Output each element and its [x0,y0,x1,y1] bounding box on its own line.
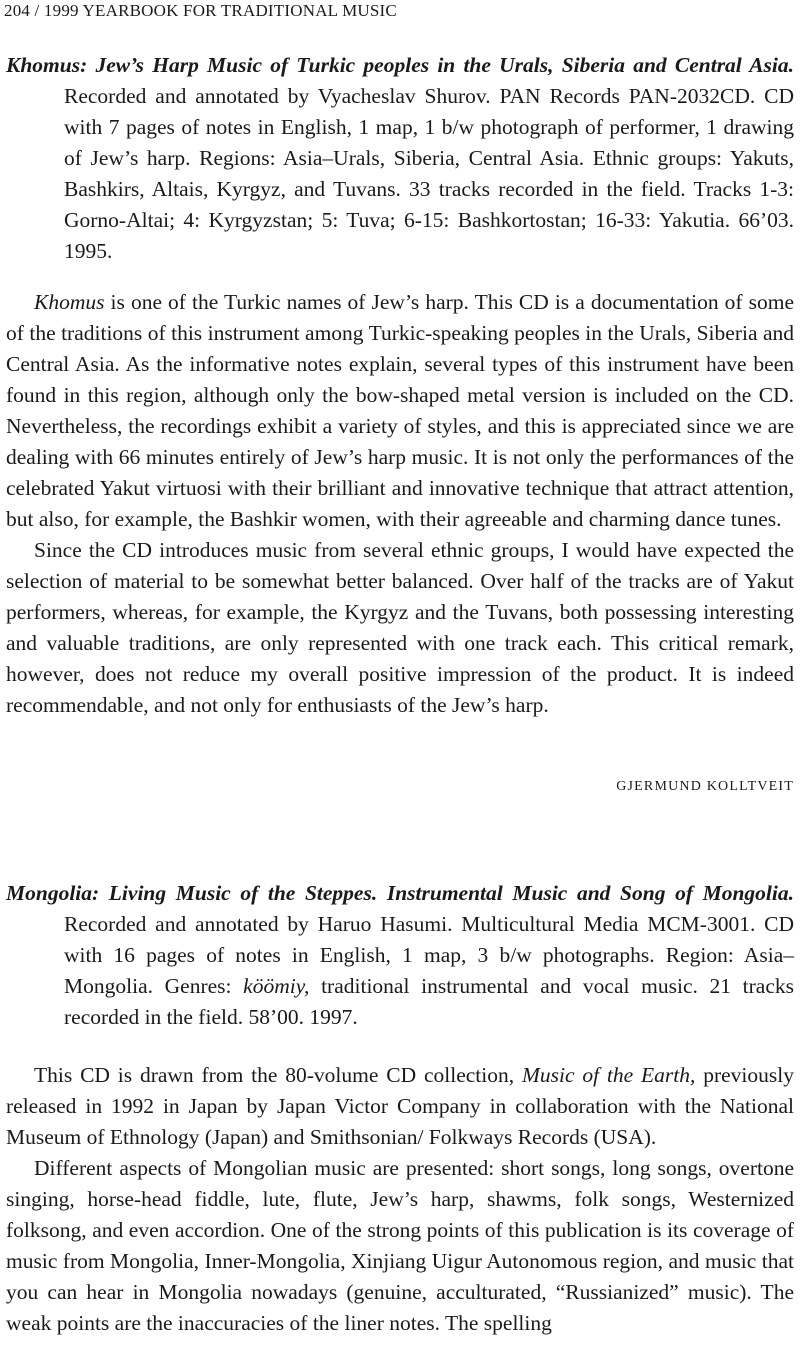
review-2-title: Mongolia: Living Music of the Steppes. Instrumental Music and Song of Mongolia. [6,881,794,905]
review-2-collection-title: Music of the Earth, [521,1063,696,1087]
review-2-details-a: Recorded and annotated by Haruo Hasumi. Multicultural Media MCM-3001. CD with 16 pages of notes in English, 1 map, 3 b/w photographs. Region: Asia–Mongolia. Genres: [64,912,794,998]
review-1-details: Recorded and annotated by Vyacheslav Shurov. PAN Records PAN-2032CD. CD with 7 pages of notes in English, 1 map, 1 b/w photograph of performer, 1 drawing of Jew’s harp. Regions: Asia–Urals, Siberia, Central Asia. Ethnic groups: Yakuts, Bashkirs, Altais, Kyrgyz, and Tuvans. 33 tracks recorded in the field. Tracks 1-3: Gorno-Altai; 4: Kyrgyzstan; 5: Tuva; 6-15: Bashkortostan; 16-33: Yakutia. 66’03. 1995. [64,84,794,263]
review-1-heading [6,50,794,267]
review-1-reviewer: GJERMUND KOLLTVEIT [616,779,794,794]
review-1-paragraph-2: Since the CD introduces music from several ethnic groups, I would have expected the selection of material to be somewhat better balanced. Over half of the tracks are of Yakut performers, whereas, for example, the Kyrgyz and the Tuvans, both possessing interesting and valuable traditions, are only represented with one track each. This critical remark, however, does not reduce my overall positive impression of the product. It is indeed recommendable, and not only for enthusiasts of the Jew’s harp. [6,538,794,717]
review-2-heading [6,878,794,1033]
review-2-paragraph-1-text-b: previously released in 1992 in Japan by Japan Victor Company in collaboration with the National Museum of Ethnology (Japan) and Smithsonian/ Folkways Records (USA). [6,1063,794,1149]
review-1-italic-term: Khomus [34,290,105,314]
review-1-title: Khomus: Jew’s Harp Music of Turkic peoples in the Urals, Siberia and Central Asia. [6,53,794,77]
review-1-paragraph-1 [6,287,794,535]
review-2-paragraph-2: Different aspects of Mongolian music are presented: short songs, long songs, overtone singing, horse-head fiddle, lute, flute, Jew’s harp, shawms, folk songs, Westernized folksong, and even accordion. One of the strong points of this publication is its coverage of music from Mongolia, Inner-Mongolia, Xinjiang Uigur Autonomous region, and music that you can hear in Mongolia nowadays (genuine, acculturated, “Russianized” music). The weak points are the inaccuracies of the liner notes. The spelling [6,1156,794,1335]
running-head: 204 / 1999 YEARBOOK FOR TRADITIONAL MUSIC [4,1,397,20]
review-2-paragraph-1 [6,1060,794,1153]
review-1-body [6,287,794,721]
review-2-body [6,1060,794,1339]
review-2-paragraph-1-text-a: This CD is drawn from the 80-volume CD collection, [34,1063,522,1087]
review-2-genre-italic: köömiy, [243,974,310,998]
review-2-details-b: traditional instrumental and vocal music. 21 tracks recorded in the field. 58’00. 1997. [64,974,795,1029]
review-1-paragraph-1-text: is one of the Turkic names of Jew’s harp. This CD is a documentation of some of the traditions of this instrument among Turkic-speaking peoples in the Urals, Siberia and Central Asia. As the informative notes explain, several types of this instrument have been found in this region, although only the bow-shaped metal version is included on the CD. Nevertheless, the recordings exhibit a variety of styles, and this is appreciated since we are dealing with 66 minutes entirely of Jew’s harp music. It is not only the performances of the celebrated Yakut virtuosi with their brilliant and innovative technique that attract attention, but also, for example, the Bashkir women, with their agreeable and charming dance tunes. [6,290,794,531]
